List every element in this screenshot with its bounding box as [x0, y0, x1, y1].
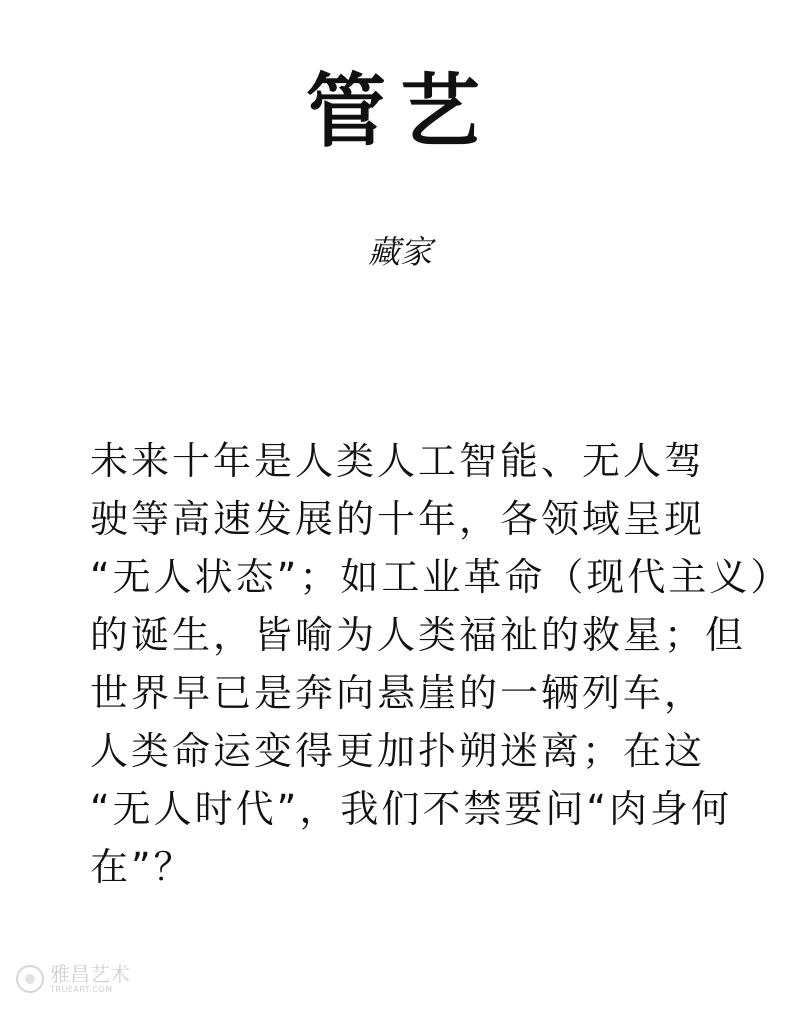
- body-line: 的诞生，皆喻为人类福祉的救星；但: [90, 613, 747, 657]
- circle-logo-icon: [16, 965, 44, 993]
- watermark: [16, 964, 130, 994]
- watermark-name: 雅昌艺术: [50, 962, 130, 986]
- body-text: [90, 432, 792, 896]
- body-line: “无人时代”，我们不禁要问“肉身何: [90, 787, 733, 831]
- body-line: 未来十年是人类人工智能、无人驾: [90, 439, 706, 483]
- body-line: 在”？: [90, 845, 195, 889]
- watermark-text: [50, 964, 130, 994]
- body-line: “无人状态”；如工业革命（现代主义）: [90, 555, 792, 599]
- page-title: 管艺: [306, 65, 494, 158]
- subtitle: 藏家: [367, 233, 432, 271]
- body-line: 驶等高速发展的十年，各领域呈现: [90, 497, 706, 541]
- body-line: 世界早已是奔向悬崖的一辆列车，: [90, 671, 706, 715]
- watermark-sub: TRUEART.COM: [50, 985, 113, 994]
- body-line: 人类命运变得更加扑朔迷离；在这: [90, 729, 706, 773]
